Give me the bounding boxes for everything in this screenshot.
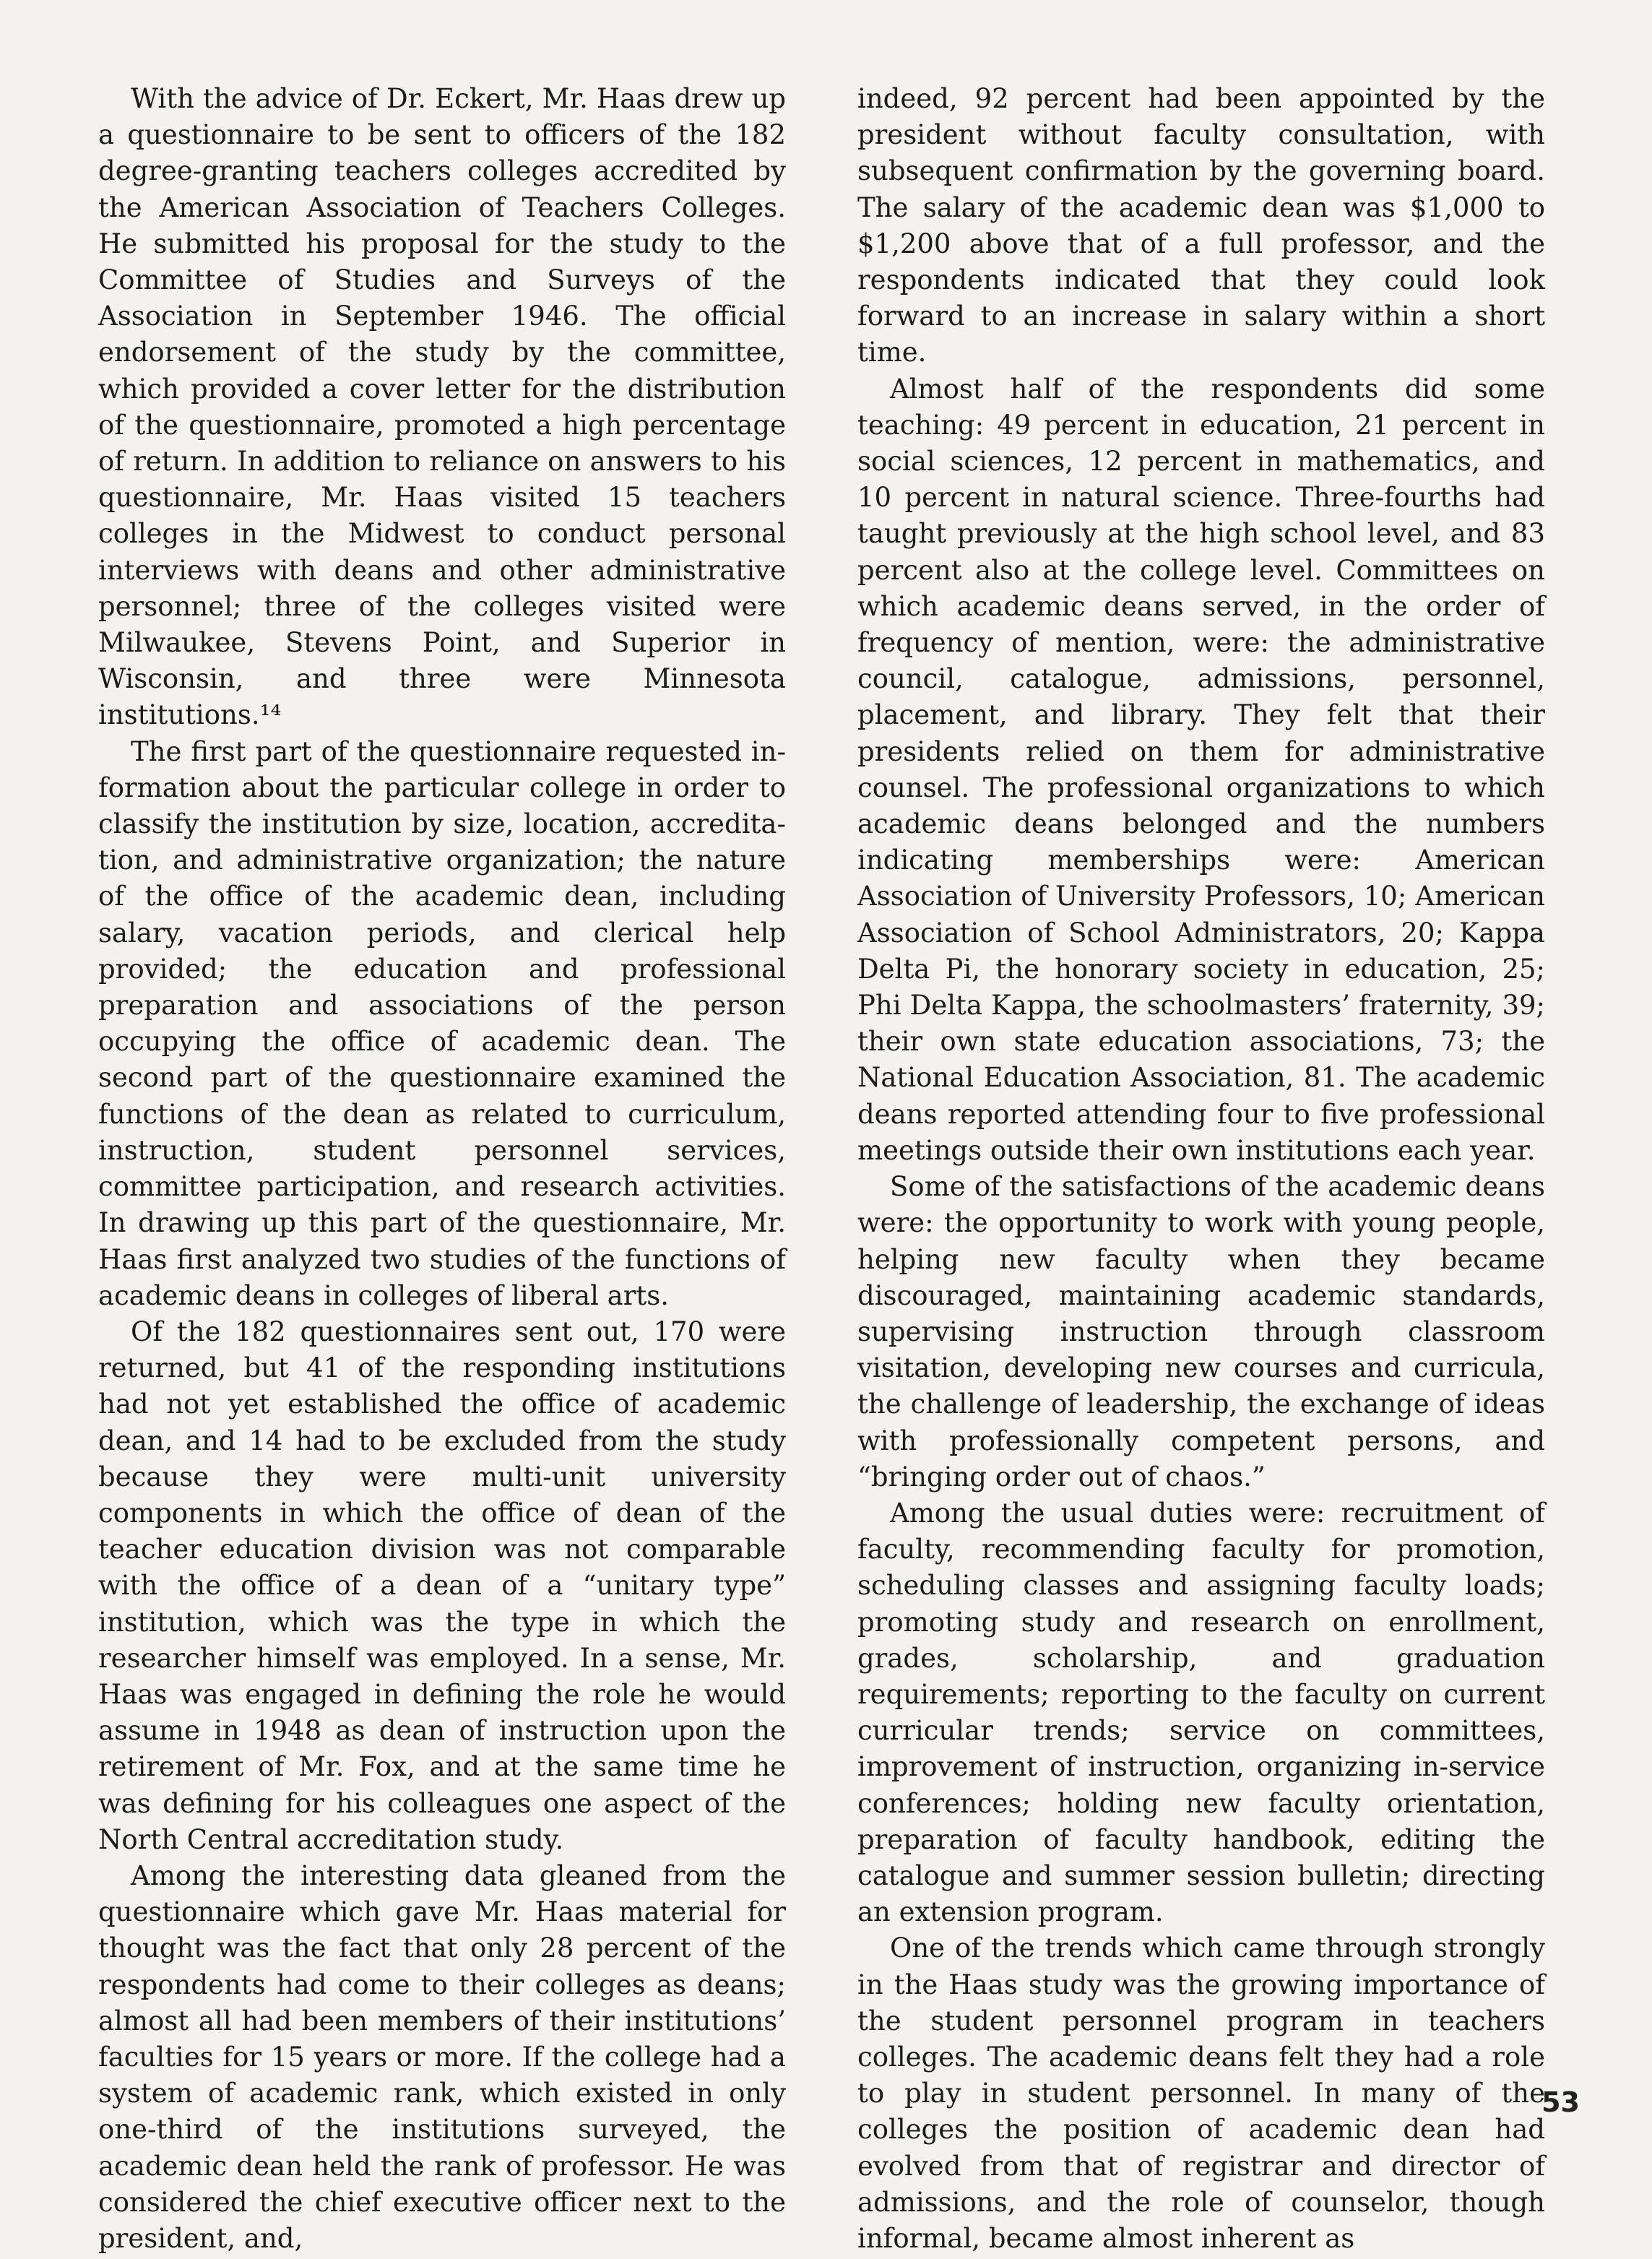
paragraph: With the advice of Dr. Eckert, Mr. Haas drew up a questionnaire to be sent to officers of the 182 degree-granting teachers colleges accredited by the American Association of Teachers Colleges. He submitted his proposal for the study to the Committee of Studies and Surveys of the Association in September 1946. The official endorsement of the study by the committee, which provided a cover letter for the distribution of the questionnaire, promoted a high percentage of return. In addition to reliance on answers to his questionnaire, Mr. Haas visited 15 teachers colleges in the Midwest to conduct personal interviews with deans and other administrative personnel; three of the colleges visited were Milwaukee, Stevens Point, and Superior in Wisconsin, and three were Minnesota institutions.¹⁴ xyxy=(98,83,786,731)
paragraph: Among the interesting data gleaned from the questionnaire which gave Mr. Haas material for thought was the fact that only 28 percent of the respondents had come to their colleges as deans; almost all had been members of their institutions’ faculties for 15 years or more. If the college had a system of academic rank, which existed in only one-third of the institutions surveyed, the academic dean held the rank of professor. He was considered the chief executive officer next to the president, and, xyxy=(98,1860,786,2254)
paragraph: Among the usual duties were: recruitment of faculty, recommending faculty for promotion, scheduling classes and assigning faculty loads; promoting study and research on enrollment, grades, scholarship, and graduation requirements; reporting to the faculty on current curricular trends; service on committees, improvement of instruction, organizing in-service conferences; holding new faculty orientation, preparation of faculty handbook, editing the catalogue and summer session bulletin; directing an extension program. xyxy=(857,1497,1545,1928)
paragraph-continued: indeed, 92 percent had been appointed by the president without faculty consultation, with subsequent confirmation by the governing board. The salary of the academic dean was $1,000 to $1,200 above that of a full professor, and the respondents indicated that they could look forward to an increase in salary within a short time. xyxy=(857,83,1545,368)
paragraph: Of the 182 questionnaires sent out, 170 were returned, but 41 of the responding institutions had not yet established the office of academic dean, and 14 had to be excluded from the study because they were multi-unit university components in which the office of dean of the teacher education division was not comparable with the office of a dean of a “unitary type” institution, which was the type in which the researcher himself was employed. In a sense, Mr. Haas was engaged in defining the role he would assume in 1948 as dean of instruction upon the retirement of Mr. Fox, and at the same time he was defining for his colleagues one aspect of the North Central accreditation study. xyxy=(98,1316,786,1855)
paragraph: Almost half of the respondents did some teaching: 49 percent in education, 21 percent in social sciences, 12 percent in mathematics, and 10 percent in natural science. Three-fourths had taught previously at the high school level, and 83 percent also at the college level. Committees on which academic deans served, in the order of frequency of mention, were: the administrative council, catalogue, admissions, personnel, placement, and library. They felt that their presidents relied on them for administrative counsel. The professional organizations to which academic deans belonged and the numbers indicating memberships were: American Association of University Professors, 10; American Association of School Administrators, 20; Kappa Delta Pi, the honorary society in education, 25; Phi Delta Kappa, the schoolmasters’ fraternity, 39; their own state education associations, 73; the National Education Association, 81. The academic deans reported attending four to five professional meetings outside their own institutions each year. xyxy=(857,373,1545,1166)
paragraph: The first part of the questionnaire requested information about the particular college in order to classify the institution by size, location, accreditation, and administrative organization; the nature of the office of the academic dean, including salary, vacation periods, and clerical help provided; the education and professional preparation and associations of the person occupying the office of academic dean. The second part of the questionnaire examined the functions of the dean as related to curriculum, instruction, student personnel services, committee participation, and research activities. In drawing up this part of the questionnaire, Mr. Haas first analyzed two studies of the functions of academic deans in colleges of liberal arts. xyxy=(98,735,786,1311)
right-column xyxy=(857,81,1545,2257)
page-number: 53 xyxy=(1541,2086,1580,2118)
paragraph: Some of the satisfactions of the academic deans were: the opportunity to work with young people, helping new faculty when they became discouraged, maintaining academic standards, supervising instruction through classroom visitation, developing new courses and curricula, the challenge of leadership, the exchange of ideas with professionally competent persons, and “bringing order out of chaos.” xyxy=(857,1171,1545,1493)
paragraph: One of the trends which came through strongly in the Haas study was the growing importance of the student personnel program in teachers colleges. The academic deans felt they had a role to play in student personnel. In many of the colleges the position of academic dean had evolved from that of registrar and director of admissions, and the role of counselor, though informal, became almost inherent as xyxy=(857,1932,1545,2254)
left-column xyxy=(98,81,786,2257)
